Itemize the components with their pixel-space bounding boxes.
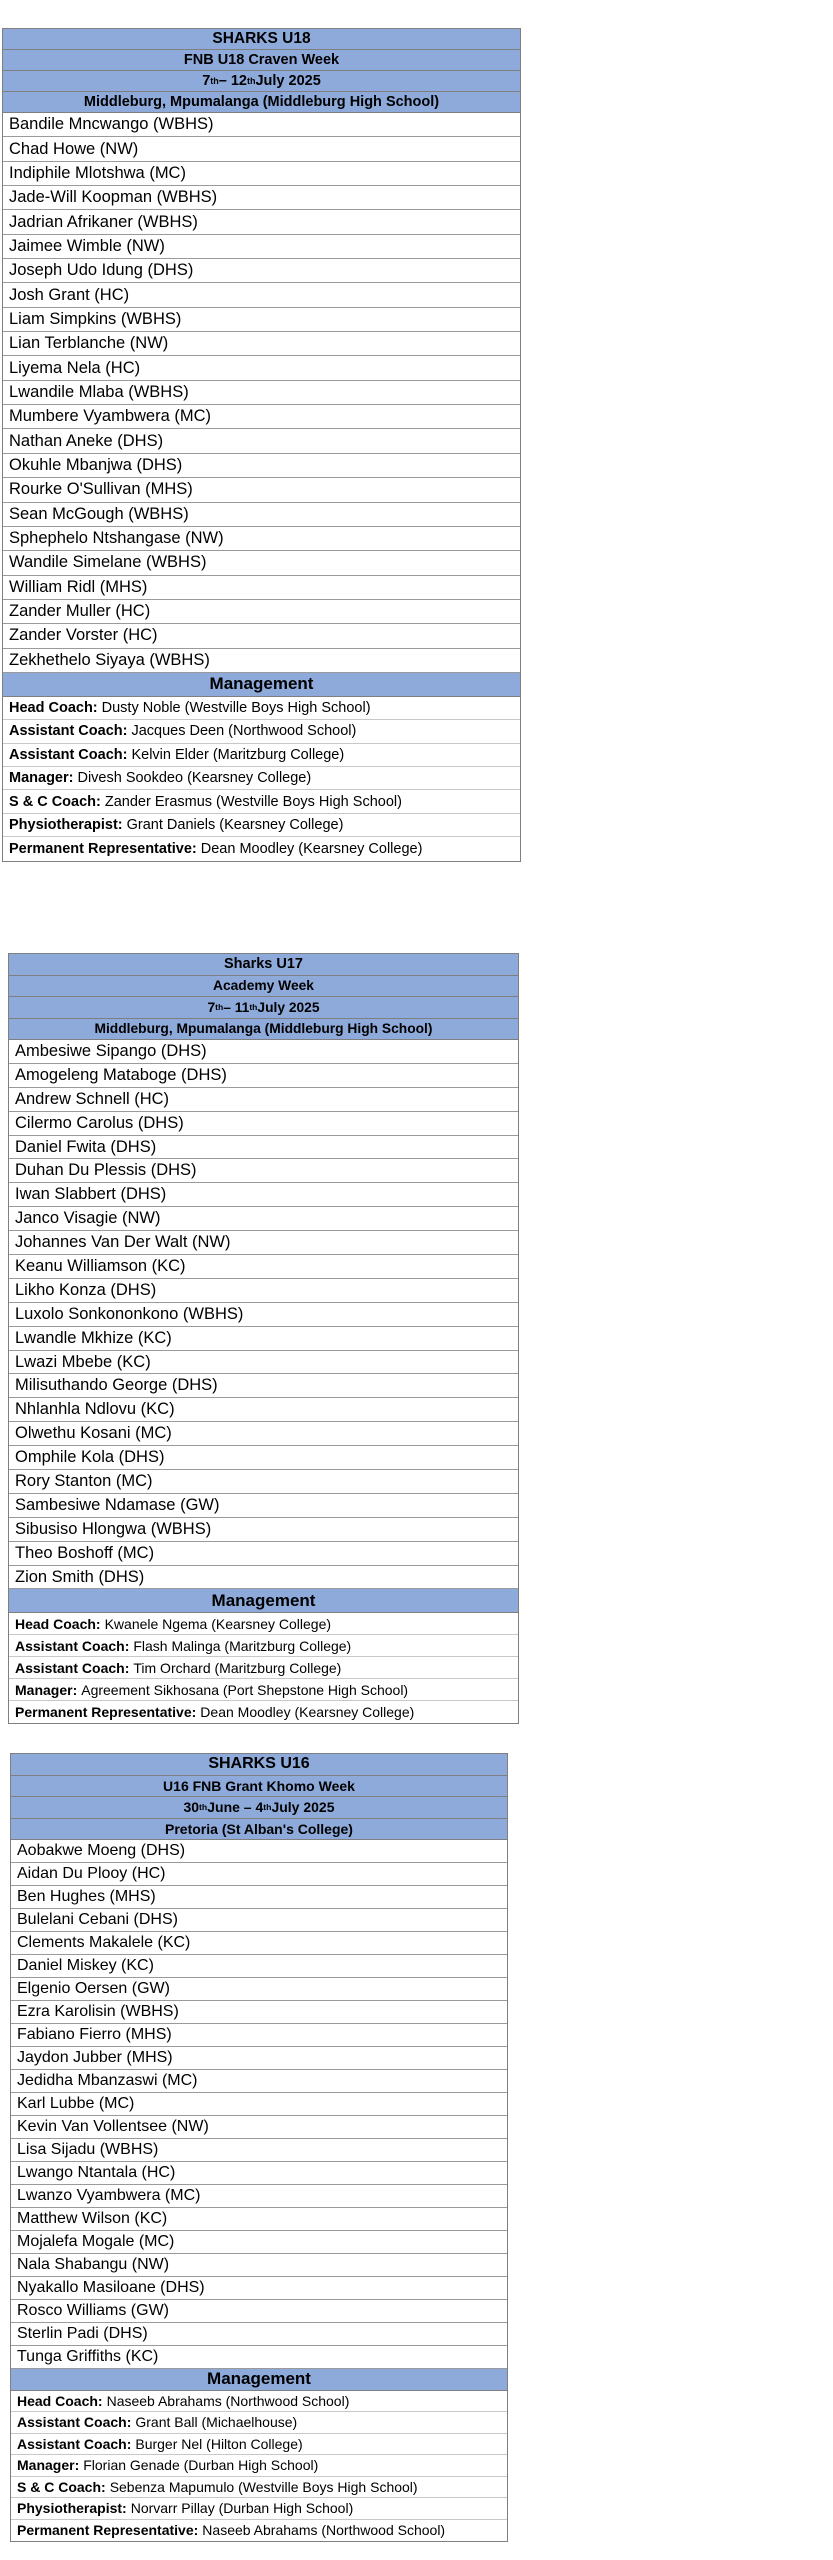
management-role: Physiotherapist: xyxy=(9,817,123,834)
player-row: Josh Grant (HC) xyxy=(3,283,520,307)
header-line-3: 7 th – 11 th July 2025 xyxy=(9,997,518,1019)
date-part: July 2025 xyxy=(257,999,320,1015)
player-row: Jadrian Afrikaner (WBHS) xyxy=(3,210,520,234)
management-name: Sebenza Mapumulo (Westville Boys High School) xyxy=(109,2478,418,2495)
management-role: Assistant Coach: xyxy=(9,723,128,740)
player-row: Sterlin Padi (DHS) xyxy=(11,2323,507,2346)
player-row: Keanu Williamson (KC) xyxy=(9,1255,518,1279)
management-name: Burger Nel (Hilton College) xyxy=(135,2435,303,2452)
player-row: Milisuthando George (DHS) xyxy=(9,1374,518,1398)
management-name: Dusty Noble (Westville Boys High School) xyxy=(101,700,371,717)
player-row: Andrew Schnell (HC) xyxy=(9,1088,518,1112)
player-row: Daniel Fwita (DHS) xyxy=(9,1136,518,1160)
player-row: Chad Howe (NW) xyxy=(3,137,520,161)
player-row: Lwandile Mlaba (WBHS) xyxy=(3,381,520,405)
header-line-2: FNB U18 Craven Week xyxy=(3,50,520,71)
management-row xyxy=(3,697,520,720)
player-row: Nathan Aneke (DHS) xyxy=(3,429,520,453)
player-row: Mumbere Vyambwera (MC) xyxy=(3,405,520,429)
player-row: Aobakwe Moeng (DHS) xyxy=(11,1840,507,1863)
player-row: Bulelani Cebani (DHS) xyxy=(11,1909,507,1932)
player-row: Wandile Simelane (WBHS) xyxy=(3,551,520,575)
management-row xyxy=(11,2391,507,2413)
header-line-3: 7 th – 12 th July 2025 xyxy=(3,71,520,92)
management-name: Florian Genade (Durban High School) xyxy=(83,2457,319,2474)
player-row: Jaimee Wimble (NW) xyxy=(3,235,520,259)
player-row: Aidan Du Plooy (HC) xyxy=(11,1863,507,1886)
management-row xyxy=(11,2434,507,2456)
player-row: Rory Stanton (MC) xyxy=(9,1470,518,1494)
management-name: Dean Moodley (Kearsney College) xyxy=(200,840,423,857)
management-name: Dean Moodley (Kearsney College) xyxy=(200,1704,415,1721)
squad-table-u16 xyxy=(10,1753,508,2542)
management-row xyxy=(3,837,520,860)
header-line-1: SHARKS U16 xyxy=(11,1754,507,1776)
player-row: Lwango Ntantala (HC) xyxy=(11,2162,507,2185)
player-row: Sibusiso Hlongwa (WBHS) xyxy=(9,1518,518,1542)
player-row: Luxolo Sonkononkono (WBHS) xyxy=(9,1303,518,1327)
management-name: Grant Ball (Michaelhouse) xyxy=(135,2414,298,2431)
player-row: Rosco Williams (GW) xyxy=(11,2300,507,2323)
player-row: Nala Shabangu (NW) xyxy=(11,2254,507,2277)
player-row: Zion Smith (DHS) xyxy=(9,1566,518,1590)
management-name: Naseeb Abrahams (Northwood School) xyxy=(106,2392,350,2409)
header-line-4: Middleburg, Mpumalanga (Middleburg High School) xyxy=(3,92,520,113)
player-row: Bandile Mncwango (WBHS) xyxy=(3,113,520,137)
management-row xyxy=(3,744,520,767)
player-row: Janco Visagie (NW) xyxy=(9,1207,518,1231)
management-row xyxy=(11,2498,507,2520)
player-row: Jedidha Mbanzaswi (MC) xyxy=(11,2070,507,2093)
management-row xyxy=(3,814,520,837)
management-role: Assistant Coach: xyxy=(15,1659,130,1676)
management-role: Manager: xyxy=(9,770,74,787)
management-name: Jacques Deen (Northwood School) xyxy=(131,723,357,740)
date-part: 30 xyxy=(183,1799,200,1816)
date-part: – 11 xyxy=(223,999,250,1015)
management-role: Physiotherapist: xyxy=(17,2500,127,2517)
header-line-1: Sharks U17 xyxy=(9,954,518,976)
management-row xyxy=(9,1635,518,1657)
management-header: Management xyxy=(11,2369,507,2391)
management-row xyxy=(3,767,520,790)
header-line-3: 30 th June – 4 th July 2025 xyxy=(11,1797,507,1819)
player-row: Nhlanhla Ndlovu (KC) xyxy=(9,1398,518,1422)
date-part: July 2025 xyxy=(255,73,321,89)
management-name: Tim Orchard (Maritzburg College) xyxy=(133,1659,342,1676)
management-row xyxy=(9,1657,518,1679)
player-row: Jade-Will Koopman (WBHS) xyxy=(3,186,520,210)
player-row: Zekhethelo Siyaya (WBHS) xyxy=(3,649,520,673)
date-part: June – 4 xyxy=(207,1799,264,1816)
management-row xyxy=(9,1701,518,1723)
player-row: Daniel Miskey (KC) xyxy=(11,1955,507,1978)
player-row: Elgenio Oersen (GW) xyxy=(11,1978,507,2001)
player-row: Joseph Udo Idung (DHS) xyxy=(3,259,520,283)
management-role: Assistant Coach: xyxy=(17,2435,132,2452)
player-row: Olwethu Kosani (MC) xyxy=(9,1422,518,1446)
player-row: Ben Hughes (MHS) xyxy=(11,1886,507,1909)
player-row: Cilermo Carolus (DHS) xyxy=(9,1112,518,1136)
player-row: Zander Vorster (HC) xyxy=(3,624,520,648)
player-row: William Ridl (MHS) xyxy=(3,576,520,600)
management-name: Flash Malinga (Maritzburg College) xyxy=(133,1637,352,1654)
player-row: Lwazi Mbebe (KC) xyxy=(9,1351,518,1375)
management-role: Assistant Coach: xyxy=(9,746,128,763)
management-row xyxy=(3,720,520,743)
player-row: Clements Makalele (KC) xyxy=(11,1932,507,1955)
management-name: Divesh Sookdeo (Kearsney College) xyxy=(77,770,312,787)
header-line-1: SHARKS U18 xyxy=(3,29,520,50)
management-role: S & C Coach: xyxy=(9,793,101,810)
date-part: July 2025 xyxy=(271,1799,335,1816)
player-row: Lisa Sijadu (WBHS) xyxy=(11,2139,507,2162)
management-row xyxy=(3,790,520,813)
header-line-4: Middleburg, Mpumalanga (Middleburg High School) xyxy=(9,1019,518,1041)
player-row: Lwandle Mkhize (KC) xyxy=(9,1327,518,1351)
player-row: Karl Lubbe (MC) xyxy=(11,2093,507,2116)
management-row xyxy=(9,1613,518,1635)
management-name: Naseeb Abrahams (Northwood School) xyxy=(202,2522,446,2539)
player-row: Kevin Van Vollentsee (NW) xyxy=(11,2116,507,2139)
player-row: Fabiano Fierro (MHS) xyxy=(11,2024,507,2047)
player-row: Sambesiwe Ndamase (GW) xyxy=(9,1494,518,1518)
squad-table-u18 xyxy=(2,28,521,862)
management-row xyxy=(11,2520,507,2542)
management-role: Manager: xyxy=(15,1681,78,1698)
player-row: Indiphile Mlotshwa (MC) xyxy=(3,162,520,186)
management-header: Management xyxy=(3,673,520,697)
player-row: Liyema Nela (HC) xyxy=(3,356,520,380)
management-name: Kelvin Elder (Maritzburg College) xyxy=(131,746,345,763)
player-row: Nyakallo Masiloane (DHS) xyxy=(11,2277,507,2300)
player-row: Iwan Slabbert (DHS) xyxy=(9,1183,518,1207)
management-name: Norvarr Pillay (Durban High School) xyxy=(130,2500,354,2517)
header-line-2: U16 FNB Grant Khomo Week xyxy=(11,1776,507,1798)
management-name: Kwanele Ngema (Kearsney College) xyxy=(104,1615,332,1632)
management-role: Permanent Representative: xyxy=(9,840,197,857)
management-role: Permanent Representative: xyxy=(15,1704,197,1721)
player-row: Liam Simpkins (WBHS) xyxy=(3,308,520,332)
player-row: Amogeleng Mataboge (DHS) xyxy=(9,1064,518,1088)
management-role: S & C Coach: xyxy=(17,2478,106,2495)
management-name: Grant Daniels (Kearsney College) xyxy=(126,817,344,834)
date-part: – 12 xyxy=(218,73,247,89)
player-row: Zander Muller (HC) xyxy=(3,600,520,624)
player-row: Sphephelo Ntshangase (NW) xyxy=(3,527,520,551)
header-line-4: Pretoria (St Alban's College) xyxy=(11,1819,507,1841)
header-line-2: Academy Week xyxy=(9,976,518,998)
player-row: Duhan Du Plessis (DHS) xyxy=(9,1159,518,1183)
management-role: Head Coach: xyxy=(15,1615,101,1632)
player-row: Jaydon Jubber (MHS) xyxy=(11,2047,507,2070)
player-row: Okuhle Mbanjwa (DHS) xyxy=(3,454,520,478)
management-row xyxy=(9,1679,518,1701)
management-name: Zander Erasmus (Westville Boys High School) xyxy=(104,793,402,810)
management-role: Permanent Representative: xyxy=(17,2522,199,2539)
player-row: Ambesiwe Sipango (DHS) xyxy=(9,1040,518,1064)
management-row xyxy=(11,2412,507,2434)
date-part: 7 xyxy=(202,73,211,89)
management-header: Management xyxy=(9,1589,518,1613)
player-row: Matthew Wilson (KC) xyxy=(11,2208,507,2231)
management-role: Head Coach: xyxy=(9,700,98,717)
management-role: Assistant Coach: xyxy=(15,1637,130,1654)
management-role: Head Coach: xyxy=(17,2392,103,2409)
player-row: Lian Terblanche (NW) xyxy=(3,332,520,356)
management-role: Manager: xyxy=(17,2457,80,2474)
player-row: Omphile Kola (DHS) xyxy=(9,1446,518,1470)
management-name: Agreement Sikhosana (Port Shepstone High School) xyxy=(81,1681,409,1698)
player-row: Lwanzo Vyambwera (MC) xyxy=(11,2185,507,2208)
squad-table-u17 xyxy=(8,953,519,1724)
management-row xyxy=(11,2477,507,2499)
date-part: 7 xyxy=(207,999,216,1015)
management-role: Assistant Coach: xyxy=(17,2414,132,2431)
player-row: Rourke O'Sullivan (MHS) xyxy=(3,478,520,502)
player-row: Sean McGough (WBHS) xyxy=(3,503,520,527)
management-row xyxy=(11,2455,507,2477)
player-row: Ezra Karolisin (WBHS) xyxy=(11,2001,507,2024)
player-row: Likho Konza (DHS) xyxy=(9,1279,518,1303)
player-row: Theo Boshoff (MC) xyxy=(9,1542,518,1566)
player-row: Tunga Griffiths (KC) xyxy=(11,2346,507,2369)
player-row: Johannes Van Der Walt (NW) xyxy=(9,1231,518,1255)
player-row: Mojalefa Mogale (MC) xyxy=(11,2231,507,2254)
